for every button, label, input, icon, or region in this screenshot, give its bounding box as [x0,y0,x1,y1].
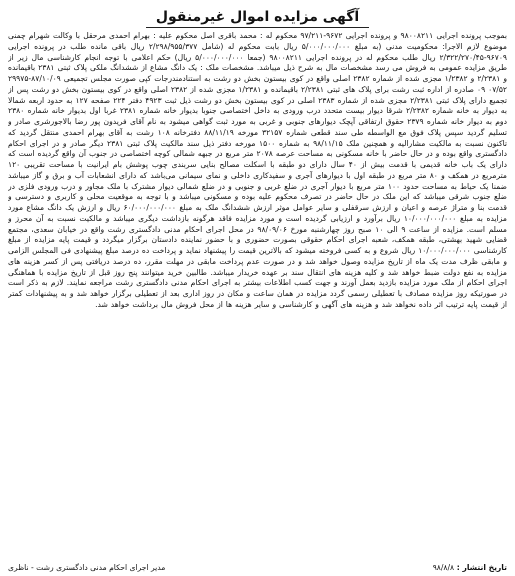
signature: مدیر اجرای احکام مدنی دادگستری رشت - ناظری [8,563,166,572]
publish-date [433,563,507,572]
notice-body: بموجب پرونده اجرایی ۹۸۰۰۸۲۱۱ و پرونده اجرایی ۹۶۷۲-۹۷/۲۱۱ محکوم له : محمد باقری اصل محکوم علیه : بهرام احمدی مرحقل با وکالت شهرام چمنی موضوع لازم الاجرا: محکومیت مدنی (به مبلغ ۵/۰۰۰/۰۰۰/۰۰۰ ریال بابت محکوم له (شامل ۲/۲۹۸/۹۵۵/۳۷۷ ریال باقی مانده طلب در پرونده اجرایی ۹۶۷۰۹-۲/۳۲۲/۲۷۰/۴۵ ریال طلب محکوم له در پرونده اجرایی ۹۸۰۰۸۲۱۱ (جمعا ۵/۰۰۰/۰۰۰/۰۰۰ ریال) حکم اعلامی با توجه انجام کارشناسی مال زیر از طریق مزایده عمومی به فروش می رسد مشخصات مال به شرح ذیل میباشد. مشخصات ملک : یک دانگ مشاع از ششدانگ ملکی پلاک ثبتی ۲۳۸۱ باقیمانده و ۲/۲۳۸۱ و ۱/۲۳۸۲ مجزی شده از شماره ۲۳۸۲ اصلی واقع در کوی بیستون بخش دو رشت به استنادمندرجات کپی صورت مجلس تجمیعی ۸۷/۱۰/۰۹-۲۹۹۷۵ ۰۷/۵۲ ۰۹ صادره از اداره ثبت رشت برای پلاک های ثبتی ۲/۲۳۸۱ باقیمانده و ۱/۲۳۸۱ مجزی شده از ۲۳۸۲ اصلی واقع در کوی بیستون بخش دو رشت پس از تجمیع دارای پلاک ثبتی ۲/۲۳۸۱ مجزی شده از شماره ۲۳۸۳ اصلی در کوی بیستون بخش دو رشت ذیل ثبت ۴۹۲۳ دفتر ۲۲۴ صفحه ۱۲۷ به حدود اربعه شمالا به دیوار به خانه شماره ۲/۲۳۸۲ شرقا دیوار بیست متحدد درب ورودی به داخل اختصاصی جنوبا بدیوار خانه شماره ۲۳۸۱ غربا اول بدیوار خانه شماره ۲۳۸۰ دوم به دیوار خانه شماره ۲۳۷۹ حقوق ارتفاقی آپچک دیوارهای جنوبی و غربی به مورد ثبت گواهی میشود به نام آقای فریدون پور رضا بالاجورشری صادر و تسلیم گردید سپس پلاک فوق مع الواسطه طی سند قطعی شماره ۳۲۱۵۷ مورخه ۸۸/۱۱/۱۹ دفترخانه ۱۰۸ رشت به آقای بهرام احمدی منتقل گردید که تاکنون نسبت به مالکیت مشارالیه و همچنین ملک ۹۸/۱۱/۱۵ به شماره ۱۵۰۰ مورخه دفتر ذیل سند مالکیت پلاک ثبتی ۲۳۸۱ دیگر صادر و در اجرای احکام دادگستری واقع بوده و در حال حاضر با خانه مسکونی به مساحت عرصه ۲۰۷۸ متر مربع در جبهه شمالی کوچه اختصاصی در جنوب آن واقع گردیده است که دارای یک باب خانه قدیمی با قدمت بیش از ۴۰ سال دارای دو طبقه با اسکلت مصالح بنایی سربندی چوب پوشش بام ایرانیت با مساحت تقریبی ۱۲۰ مترمربع در همکف و ۸۰ متر مربع در طبقه اول با دیوارهای آجری و سفیدکاری داخلی و نمای سیمانی می‌باشد که دارای انشعابات آب و برق و گاز میباشد ضمنا یک حیاط به مساحت حدود ۱۰۰ متر مربع با دیوار آجری در ضلع غربی و جنوبی و در ضلع شمالی دیوار مشترک با ملک مجاور و درب ورودی فلزی در ضلع جنوب شرقی میباشد که این ملک در حال حاضر در تصرف محکوم علیه بوده و مسکونی میباشد و با توجه به موقعیت محلی و کاربری و دسترسی و قدمت بنا و متراژ عرصه و اعیان و ارزش سرقفلی و سایر عوامل موثر ارزش ششدانگ ملک به مبلغ ۶۰/۰۰۰/۰۰۰/۰۰۰ ریال و ارزش یک دانگ مشاع مورد مزایده به مبلغ ۱۰/۰۰۰/۰۰۰/۰۰۰ ریال برآورد و ارزیابی گردیده است و مورد مزایده فاقد هرگونه بازداشت دیگری میباشد و مالکیت نسبت به آن محرز و مسلم است. مزایده از ساعت ۹ الی ۱۰ صبح روز چهارشنبه مورخ ۹۸/۰۹/۰۶ در محل اجرای احکام مدنی دادگستری رشت واقع در خیابان سعدی، مجتمع قضایی شهید بهشتی، طبقه همکف، شعبه اجرای احکام حقوقی بصورت حضوری و با حضور نماینده دادستان برگزار میگردد و قیمت پایه مزایده از مبلغ کارشناسی ۱۰/۰۰۰/۰۰۰/۰۰۰ ریال شروع و به کسی فروخته میشود که بالاترین قیمت را پیشنهاد نماید و پرداخت ده درصد مبلغ پیشنهادی فی المجلس الزامی و مابقی ظرف مدت یک ماه از تاریخ مزایده وصول خواهد شد و در صورت عدم پرداخت مابقی در مهلت مقرر، ده درصد دریافتی پس از کسر هزینه های مزایده به نفع دولت ضبط خواهد شد و کلیه هزینه های انتقال سند بر عهده خریدار میباشد. طالبین خرید میتوانند پنج روز قبل از تاریخ مزایده با هماهنگی اجرای احکام از ملک مورد مزایده بازدید بعمل آورند و جهت کسب اطلاعات بیشتر به اجرای احکام مدنی دادگستری رشت مراجعه نمایند. لازم به ذکر است در صورتیکه روز مزایده مصادف با تعطیلی رسمی گردد مزایده در همان ساعت و مکان در روز اداری بعد از تعطیلی برگزار خواهد شد و به پیشنهادات کمتر از قیمت پایه ترتیب اثر داده نخواهد شد و هزینه های آگهی و کارشناسی و سایر هزینه ها از محل فروش مال برداشت خواهد شد. [8,31,507,309]
page-title: آگهی مزایده اموال غیرمنقول [146,9,369,28]
publish-date-value: ۹۸/۸/۸ [432,563,455,572]
notice-footer [8,563,507,572]
publish-date-label: تاریخ انتشار : [454,563,507,572]
title-bar [8,6,507,28]
